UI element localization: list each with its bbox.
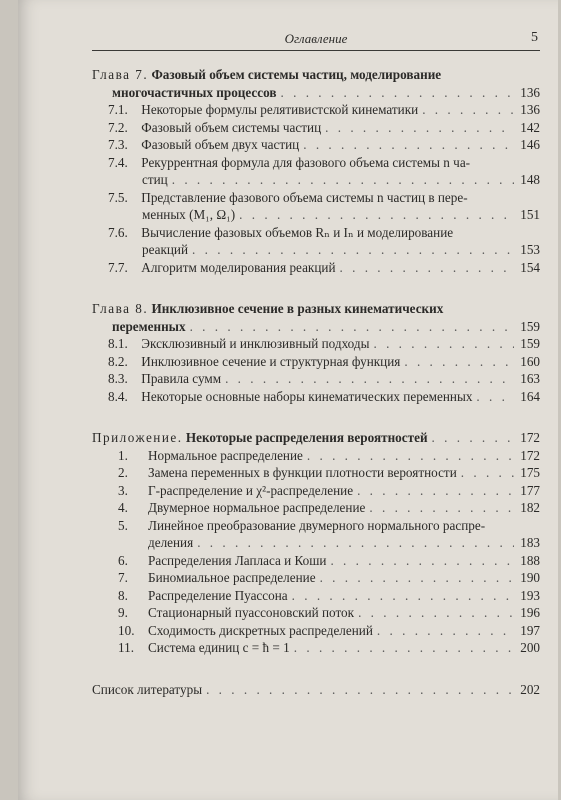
toc-appendix-item-9[interactable]: 9. Стационарный пуассоновский поток . . . 196 bbox=[92, 604, 540, 622]
toc-appendix-item-4[interactable]: 4. Двумерное нормальное распределение . . . 182 bbox=[92, 499, 540, 517]
toc-item-7-3[interactable]: 7.3. Фазовый объем двух частиц . . . 146 bbox=[92, 136, 540, 154]
toc-item-8-3[interactable]: 8.3. Правила сумм . . . 163 bbox=[92, 370, 540, 388]
toc-page: 136 bbox=[520, 84, 540, 100]
toc-references[interactable]: Список литературы . . . 202 bbox=[92, 681, 540, 699]
table-of-contents bbox=[92, 66, 540, 698]
toc-appendix-item-8[interactable]: 8. Распределение Пуассона . . . 193 bbox=[92, 587, 540, 605]
toc-item-7-6[interactable]: 7.6. Вычисление фазовых объемов Rₙ и Iₙ и моделирование реакций . . . 153 bbox=[92, 224, 540, 259]
toc-item-8-1[interactable]: 8.1. Эксклюзивный и инклюзивный подходы . . . 159 bbox=[92, 335, 540, 353]
book-page bbox=[18, 0, 558, 800]
page-number: 5 bbox=[531, 30, 538, 45]
toc-appendix-item-7[interactable]: 7. Биномиальное распределение . . . 190 bbox=[92, 569, 540, 587]
toc-appendix-item-3[interactable]: 3. Γ-распределение и χ²-распределение . . . 177 bbox=[92, 482, 540, 500]
toc-appendix-item-11[interactable]: 11. Система единиц c = ħ = 1 . . . 200 bbox=[92, 639, 540, 657]
toc-appendix-item-1[interactable]: 1. Нормальное распределение . . . 172 bbox=[92, 447, 540, 465]
toc-appendix-item-10[interactable]: 10. Сходимость дискретных распределений . . . 197 bbox=[92, 622, 540, 640]
toc-appendix-item-2[interactable]: 2. Замена переменных в функции плотности вероятности . . . 175 bbox=[92, 464, 540, 482]
toc-item-7-1[interactable]: 7.1. Некоторые формулы релятивистской кинематики . . . 136 bbox=[92, 101, 540, 119]
toc-appendix-item-6[interactable]: 6. Распределения Лапласа и Коши . . . 188 bbox=[92, 552, 540, 570]
toc-item-7-7[interactable]: 7.7. Алгоритм моделирования реакций . . . 154 bbox=[92, 259, 540, 277]
toc-item-7-4[interactable]: 7.4. Рекуррентная формула для фазового объема системы n ча- стиц . . . 148 bbox=[92, 154, 540, 189]
toc-item-7-5[interactable]: 7.5. Представление фазового объема системы n частиц в пере- менных (M₁, Ω₁) . . . 151 bbox=[92, 189, 540, 224]
toc-chapter-7[interactable]: Глава 7. Фазовый объем системы частиц, моделирование многочастичных процессов . . . 136 bbox=[92, 66, 540, 101]
toc-chapter-8[interactable]: Глава 8. Инклюзивное сечение в разных кинематических переменных . . . 159 bbox=[92, 300, 540, 335]
toc-appendix-item-5[interactable]: 5. Линейное преобразование двумерного нормального распре- деления . . . 183 bbox=[92, 517, 540, 552]
toc-item-7-2[interactable]: 7.2. Фазовый объем системы частиц . . . 142 bbox=[92, 119, 540, 137]
running-header bbox=[92, 28, 540, 51]
toc-item-8-2[interactable]: 8.2. Инклюзивное сечение и структурная функция . . . 160 bbox=[92, 353, 540, 371]
running-title: Оглавление bbox=[284, 31, 348, 46]
toc-appendix[interactable]: Приложение. Некоторые распределения вероятностей . . . 172 bbox=[92, 429, 540, 447]
toc-item-8-4[interactable]: 8.4. Некоторые основные наборы кинематических переменных . . . 164 bbox=[92, 388, 540, 406]
